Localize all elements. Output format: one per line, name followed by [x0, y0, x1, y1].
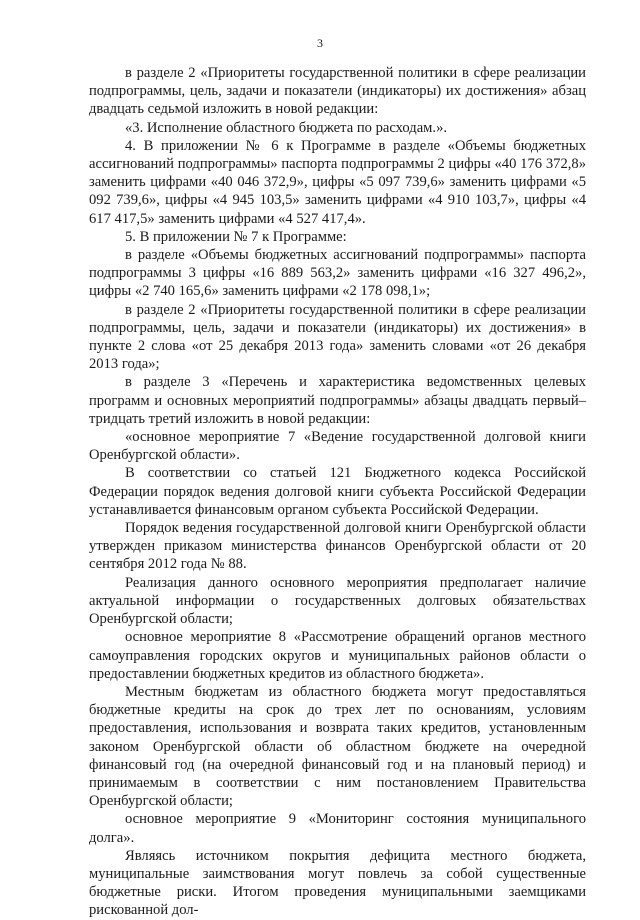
paragraph: 5. В приложении № 7 к Программе:: [125, 228, 347, 245]
paragraph: в разделе «Объемы бюджетных ассигнований подпрограммы» паспорта подпрограммы 3 цифры «16 889 563,2» заменить цифрами «16 327 496,2», цифры «2 740 165,6» заменить цифрами «2 178 098,1»;: [89, 247, 586, 300]
paragraph: Порядок ведения государственной долговой книги Оренбургской области утвержден приказом министерства финансов Оренбургской области от 20 сентября 2012 года № 88.: [89, 520, 586, 573]
paragraph: 4. В приложении № 6 к Программе в разделе «Объемы бюджетных ассигнований подпрограммы» паспорта подпрограммы 2 цифры «40 176 372,8» заменить цифрами «40 046 372,9», цифры «5 097 739,6» заменить цифрами «5 092 739,6», цифры «4 945 103,5» заменить цифрами «4 910 103,7», цифры «4 617 417,5» заменить цифрами «4 527 417,4».: [89, 137, 586, 227]
paragraph: основное мероприятие 9 «Мониторинг состояния муниципального долга».: [89, 811, 586, 846]
paragraph: Реализация данного основного мероприятия предполагает наличие актуальной информации о государственных долговых обязательствах Оренбургской области;: [89, 574, 586, 628]
paragraph: «основное мероприятие 7 «Ведение государственной долговой книги Оренбургской области».: [89, 429, 586, 464]
paragraph: Являясь источником покрытия дефицита местного бюджета, муниципальные заимствования могут повлечь за собой существенные бюджетные риски. Итогом проведения муниципальными заемщиками рискованной дол-: [89, 847, 586, 919]
page-number: 3: [317, 36, 323, 50]
paragraph: основное мероприятие 8 «Рассмотрение обращений органов местного самоуправления городских округов и муниципальных районов области о предоставлении бюджетных кредитов из областного бюджета».: [89, 629, 586, 682]
paragraph: в разделе 2 «Приоритеты государственной политики в сфере реализации подпрограммы, цель, задачи и показатели (индикаторы) их достижения» абзац двадцать седьмой изложить в новой редакции:: [89, 65, 586, 118]
paragraph: В соответствии со статьей 121 Бюджетного кодекса Российской Федерации порядок ведения долговой книги субъекта Российской Федерации устанавливается финансовым органом субъекта Российской Федерации.: [89, 465, 586, 518]
paragraph: «3. Исполнение областного бюджета по расходам.».: [125, 119, 448, 136]
paragraph: в разделе 2 «Приоритеты государственной политики в сфере реализации подпрограммы, цель, задачи и показатели (индикаторы) их достижения» в пункте 2 слова «от 25 декабря 2013 года» заменить словами «от 26 декабря 2013 года»;: [89, 301, 586, 373]
paragraph: Местным бюджетам из областного бюджета могут предоставляться бюджетные кредиты на срок до трех лет по основаниям, условиям предоставления, использования и возврата таких кредитов, установленным законом Оренбургской области об областном бюджете на очередной финансовый год (на очередной финансовый год и на плановый период) и принимаемым в соответствии с ним постановлением Правительства Оренбургской области;: [89, 683, 586, 810]
document-body: [89, 64, 586, 920]
paragraph: в разделе 3 «Перечень и характеристика ведомственных целевых программ и основных мероприятий подпрограммы» абзацы двадцать первый–тридцать третий изложить в новой редакции:: [89, 374, 586, 427]
